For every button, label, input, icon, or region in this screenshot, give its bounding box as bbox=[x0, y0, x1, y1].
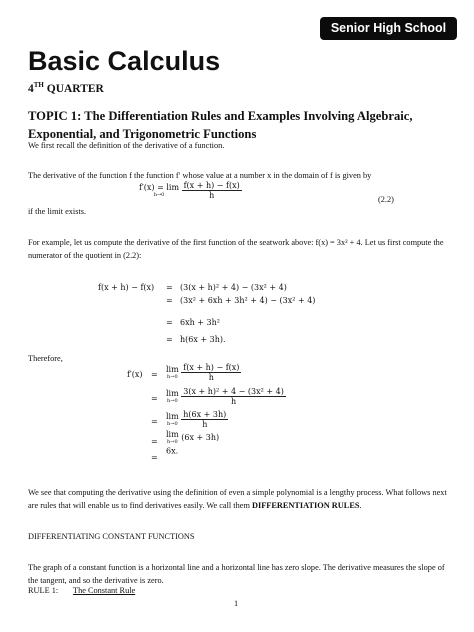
derivative-step-lhs: f′(x) bbox=[127, 370, 143, 379]
derivative-step-expression bbox=[166, 410, 228, 429]
equation-number: (2.2) bbox=[378, 195, 394, 204]
derivative-step-relation: = bbox=[151, 453, 158, 462]
definition-paragraph: The derivative of the function f the function f′ whose value at a number x in the domain of f is given by bbox=[28, 171, 372, 180]
limit-subscript: h→0 bbox=[167, 421, 178, 427]
definition-formula bbox=[139, 181, 242, 200]
numerator-step-relation: = bbox=[166, 296, 173, 305]
limit-text: lim bbox=[166, 430, 179, 439]
numerator-step-relation: = bbox=[166, 283, 173, 292]
limit-subscript: h→0 bbox=[167, 439, 178, 445]
definition-limit bbox=[139, 183, 179, 198]
topic-heading: TOPIC 1: The Differentiation Rules and Examples Involving Algebraic, Exponential, and Trigonometric Functions bbox=[28, 109, 413, 141]
numerator-step-rhs: (3(x + h)² + 4) − (3x² + 4) bbox=[180, 283, 287, 292]
conclusion-period: . bbox=[359, 501, 362, 510]
school-level-badge: Senior High School bbox=[320, 17, 457, 40]
definition-limit-subscript: h→0 bbox=[153, 192, 165, 198]
derivative-step-relation: = bbox=[151, 417, 158, 426]
numerator-step-relation: = bbox=[166, 335, 173, 344]
numerator-step-rhs: (3x² + 6xh + 3h² + 4) − (3x² + 4) bbox=[180, 296, 316, 305]
limit-operator bbox=[166, 430, 179, 445]
derivative-step-relation: = bbox=[151, 437, 158, 446]
differentiation-rules-term: DIFFERENTIATION RULES bbox=[251, 501, 360, 510]
fraction-numerator: f(x + h) − f(x) bbox=[183, 363, 240, 372]
derivative-step-relation: = bbox=[151, 370, 158, 379]
example-intro-paragraph: For example, let us compute the derivative of the first function of the seatwork above: f(x) = 3x² + 4. Let us first compute the numerator of the quotient in (2.2): bbox=[28, 238, 444, 260]
constant-rule-title: The Constant Rule bbox=[73, 586, 136, 595]
limit-text: lim bbox=[166, 412, 179, 421]
derivative-step-expression bbox=[166, 430, 219, 445]
definition-denominator: h bbox=[209, 191, 215, 200]
quarter-suffix: TH bbox=[33, 81, 44, 89]
numerator-step-relation: = bbox=[166, 318, 173, 327]
constant-functions-paragraph: The graph of a constant function is a horizontal line and a horizontal line has zero slope. The derivative measures the slope of the tangent, and so the derivative is zero. bbox=[28, 563, 445, 585]
limit-operator bbox=[166, 412, 179, 427]
limit-text: lim bbox=[166, 389, 179, 398]
derivative-step-text: 6x. bbox=[166, 446, 179, 456]
rule-1-label: RULE 1: bbox=[28, 586, 59, 595]
definition-fraction bbox=[182, 181, 242, 200]
quarter-word: QUARTER bbox=[43, 82, 104, 95]
limit-subscript: h→0 bbox=[167, 374, 178, 380]
definition-lhs: f′(x) = lim bbox=[139, 183, 180, 192]
fraction-denominator: h bbox=[208, 373, 214, 382]
derivative-step-relation: = bbox=[151, 394, 158, 403]
constant-functions-heading: DIFFERENTIATING CONSTANT FUNCTIONS bbox=[28, 532, 195, 541]
recall-paragraph: We first recall the definition of the derivative of a function. bbox=[28, 141, 225, 150]
fraction-numerator: h(6x + 3h) bbox=[183, 410, 227, 419]
document-title: Basic Calculus bbox=[28, 46, 221, 76]
derivative-fraction bbox=[181, 387, 286, 406]
page-number: 1 bbox=[234, 599, 239, 608]
derivative-step-expression bbox=[166, 363, 241, 382]
therefore-label: Therefore, bbox=[28, 354, 63, 363]
quarter-number: 4 bbox=[28, 82, 34, 95]
derivative-step-expression bbox=[166, 387, 286, 406]
limit-operator bbox=[166, 389, 179, 404]
derivative-fraction bbox=[181, 363, 241, 382]
limit-text: lim bbox=[166, 365, 179, 374]
quarter-heading bbox=[28, 81, 104, 95]
limit-operator bbox=[166, 365, 179, 380]
conclusion-paragraph bbox=[28, 486, 448, 512]
numerator-step-rhs: h(6x + 3h). bbox=[180, 335, 226, 344]
derivative-fraction bbox=[181, 410, 228, 429]
fraction-denominator: h bbox=[230, 397, 237, 406]
fraction-denominator: h bbox=[202, 420, 208, 429]
derivative-step-expression bbox=[166, 446, 178, 456]
numerator-step-lhs: f(x + h) − f(x) bbox=[98, 283, 155, 292]
derivative-step-text: (6x + 3h) bbox=[181, 433, 220, 442]
definition-numerator: f(x + h) − f(x) bbox=[183, 181, 240, 190]
numerator-step-rhs: 6xh + 3h² bbox=[180, 318, 220, 327]
conclusion-text: We see that computing the derivative using the definition of even a simple polynomial is a lengthy process. What follows next are rules that will enable us to find derivatives easily. We call them bbox=[28, 488, 447, 510]
fraction-numerator: 3(x + h)² + 4 − (3x² + 4) bbox=[183, 387, 284, 396]
limit-exists-note: if the limit exists. bbox=[28, 207, 87, 216]
limit-subscript: h→0 bbox=[167, 398, 178, 404]
